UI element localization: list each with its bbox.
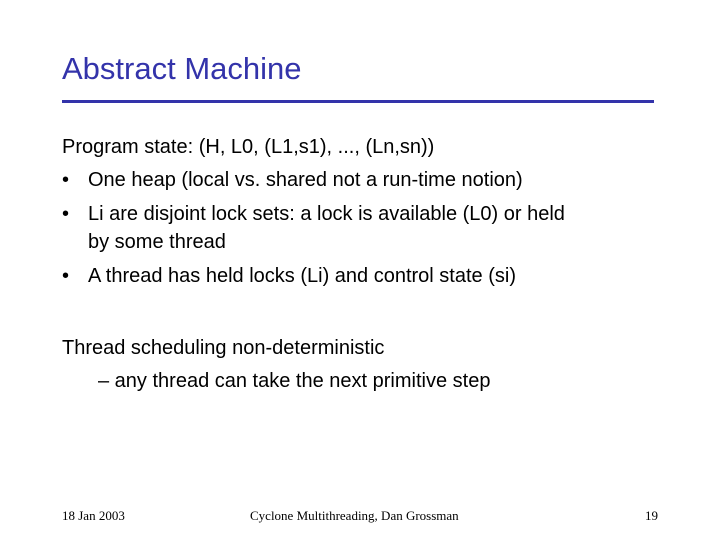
program-state-line: Program state: (H, L0, (L1,s1), ..., (Ln,sn)) xyxy=(62,136,435,158)
footer-date: 18 Jan 2003 xyxy=(62,508,125,523)
scheduling-subpoint: – any thread can take the next primitive step xyxy=(98,370,491,392)
bullet-item: A thread has held locks (Li) and control state (si) xyxy=(88,265,516,287)
bullet-item: Li are disjoint lock sets: a lock is available (L0) or held xyxy=(88,203,565,225)
slide-title: Abstract Machine xyxy=(62,51,302,86)
footer-center: Cyclone Multithreading, Dan Grossman xyxy=(250,508,459,523)
bullet-marker: • xyxy=(62,265,70,287)
scheduling-line: Thread scheduling non-deterministic xyxy=(62,337,385,359)
footer-page-number: 19 xyxy=(645,508,658,523)
bullet-marker: • xyxy=(62,203,70,225)
bullet-marker: • xyxy=(62,169,70,191)
bullet-item: One heap (local vs. shared not a run-time notion) xyxy=(88,169,523,191)
bullet-item-continuation: by some thread xyxy=(88,231,226,253)
title-divider xyxy=(62,100,654,103)
